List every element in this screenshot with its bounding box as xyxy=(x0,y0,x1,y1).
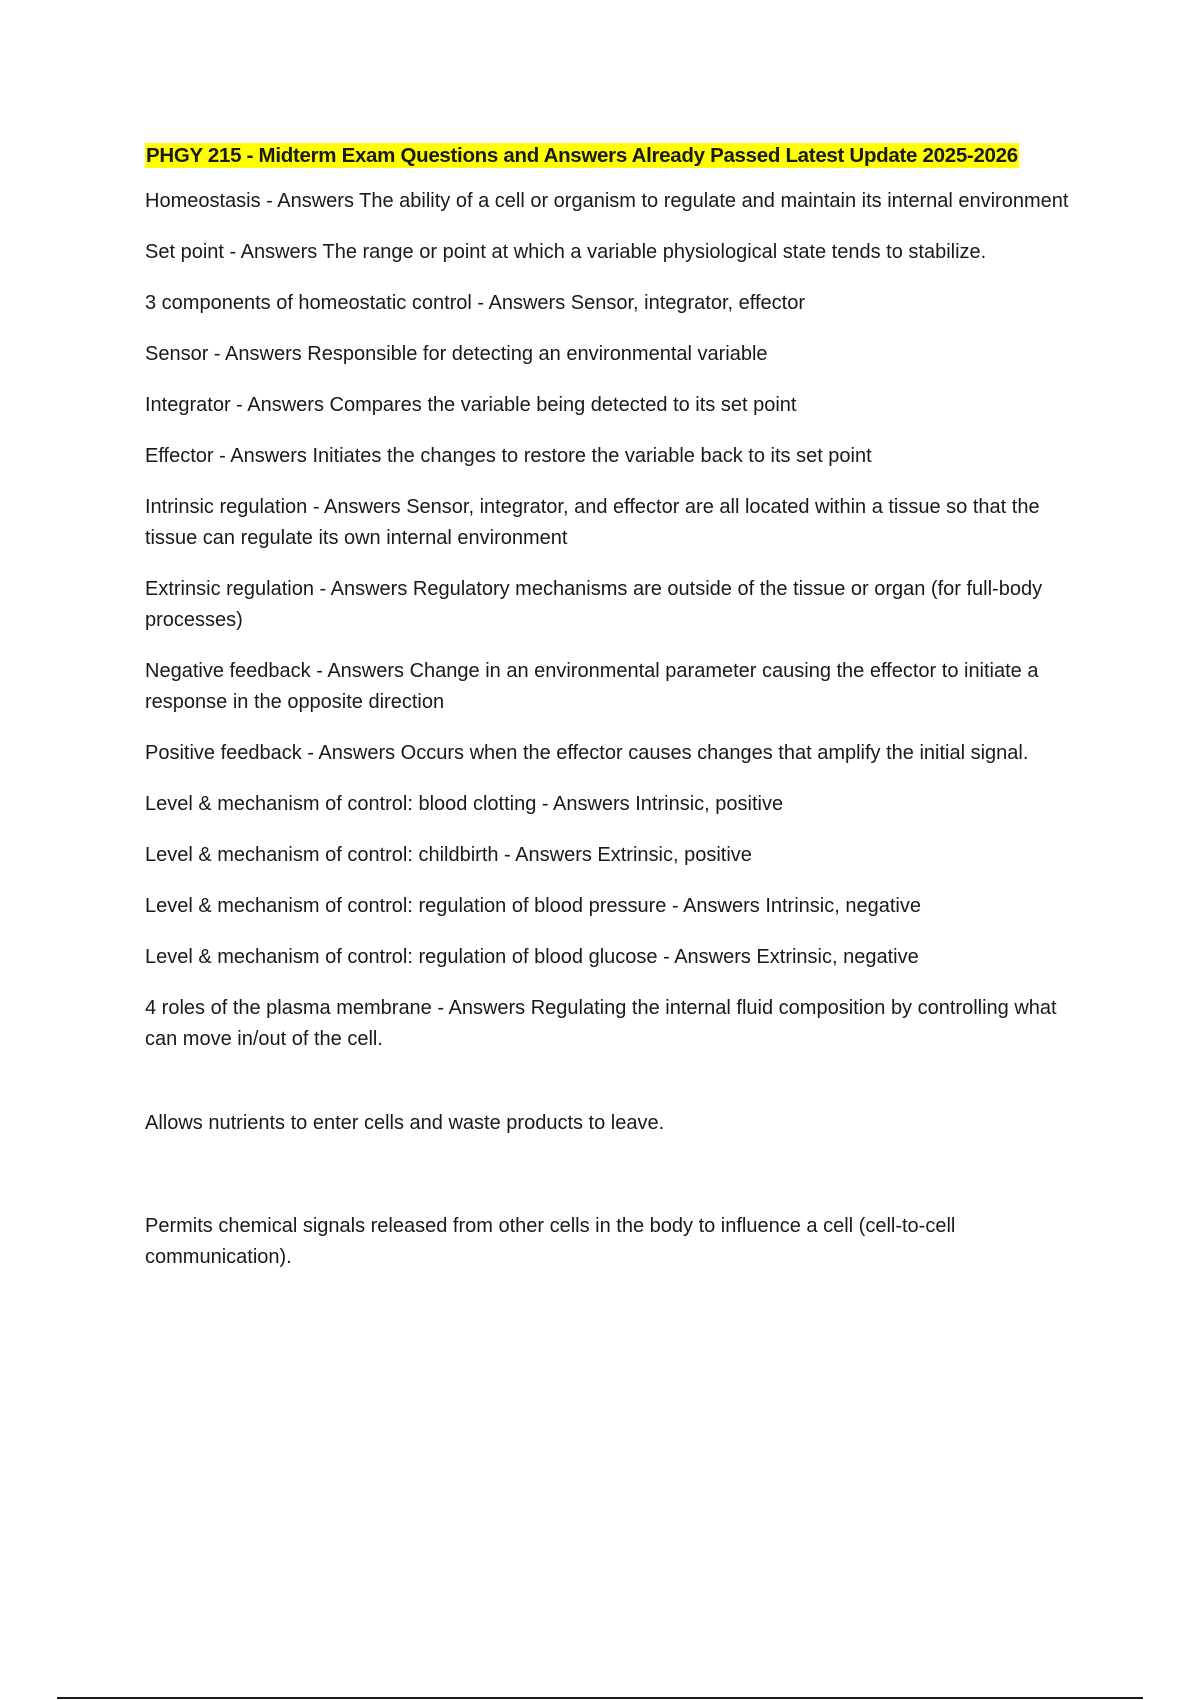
qa-entry-positive-feedback: Positive feedback - Answers Occurs when the effector causes changes that amplify the initial signal. xyxy=(145,742,1029,764)
qa-entry-sensor: Sensor - Answers Responsible for detecting an environmental variable xyxy=(145,343,768,365)
qa-entry-components: 3 components of homeostatic control - Answers Sensor, integrator, effector xyxy=(145,292,805,314)
footer-divider xyxy=(57,1697,1143,1699)
qa-entry-integrator: Integrator - Answers Compares the variable being detected to its set point xyxy=(145,394,797,416)
document-title: PHGY 215 - Midterm Exam Questions and Answers Already Passed Latest Update 2025-2026 xyxy=(146,144,1018,167)
qa-entry-effector: Effector - Answers Initiates the changes to restore the variable back to its set point xyxy=(145,445,872,467)
document-body xyxy=(145,141,1085,1273)
qa-entry-childbirth: Level & mechanism of control: childbirth - Answers Extrinsic, positive xyxy=(145,844,752,866)
paragraph-nutrients: Allows nutrients to enter cells and waste products to leave. xyxy=(145,1112,665,1134)
qa-entry-negative-feedback: Negative feedback - Answers Change in an environmental parameter causing the effector to initiate a response in the opposite direction xyxy=(145,660,1039,713)
qa-entry-blood-pressure: Level & mechanism of control: regulation of blood pressure - Answers Intrinsic, negative xyxy=(145,895,921,917)
qa-entry-plasma-membrane: 4 roles of the plasma membrane - Answers Regulating the internal fluid composition by controlling what can move in/out of the cell. xyxy=(145,997,1057,1050)
qa-entry-set-point: Set point - Answers The range or point at which a variable physiological state tends to stabilize. xyxy=(145,241,987,263)
qa-entry-homeostasis: Homeostasis - Answers The ability of a cell or organism to regulate and maintain its internal environment xyxy=(145,190,1069,212)
qa-entry-blood-glucose: Level & mechanism of control: regulation of blood glucose - Answers Extrinsic, negative xyxy=(145,946,919,968)
qa-entry-intrinsic-regulation: Intrinsic regulation - Answers Sensor, integrator, and effector are all located within a tissue so that the tissue can regulate its own internal environment xyxy=(145,496,1040,549)
qa-entry-extrinsic-regulation: Extrinsic regulation - Answers Regulatory mechanisms are outside of the tissue or organ (for full-body processes) xyxy=(145,578,1043,631)
title-row xyxy=(145,141,1085,173)
qa-entry-blood-clotting: Level & mechanism of control: blood clotting - Answers Intrinsic, positive xyxy=(145,793,784,815)
paragraph-chemical-signals: Permits chemical signals released from other cells in the body to influence a cell (cell-to-cell communication). xyxy=(145,1215,956,1268)
